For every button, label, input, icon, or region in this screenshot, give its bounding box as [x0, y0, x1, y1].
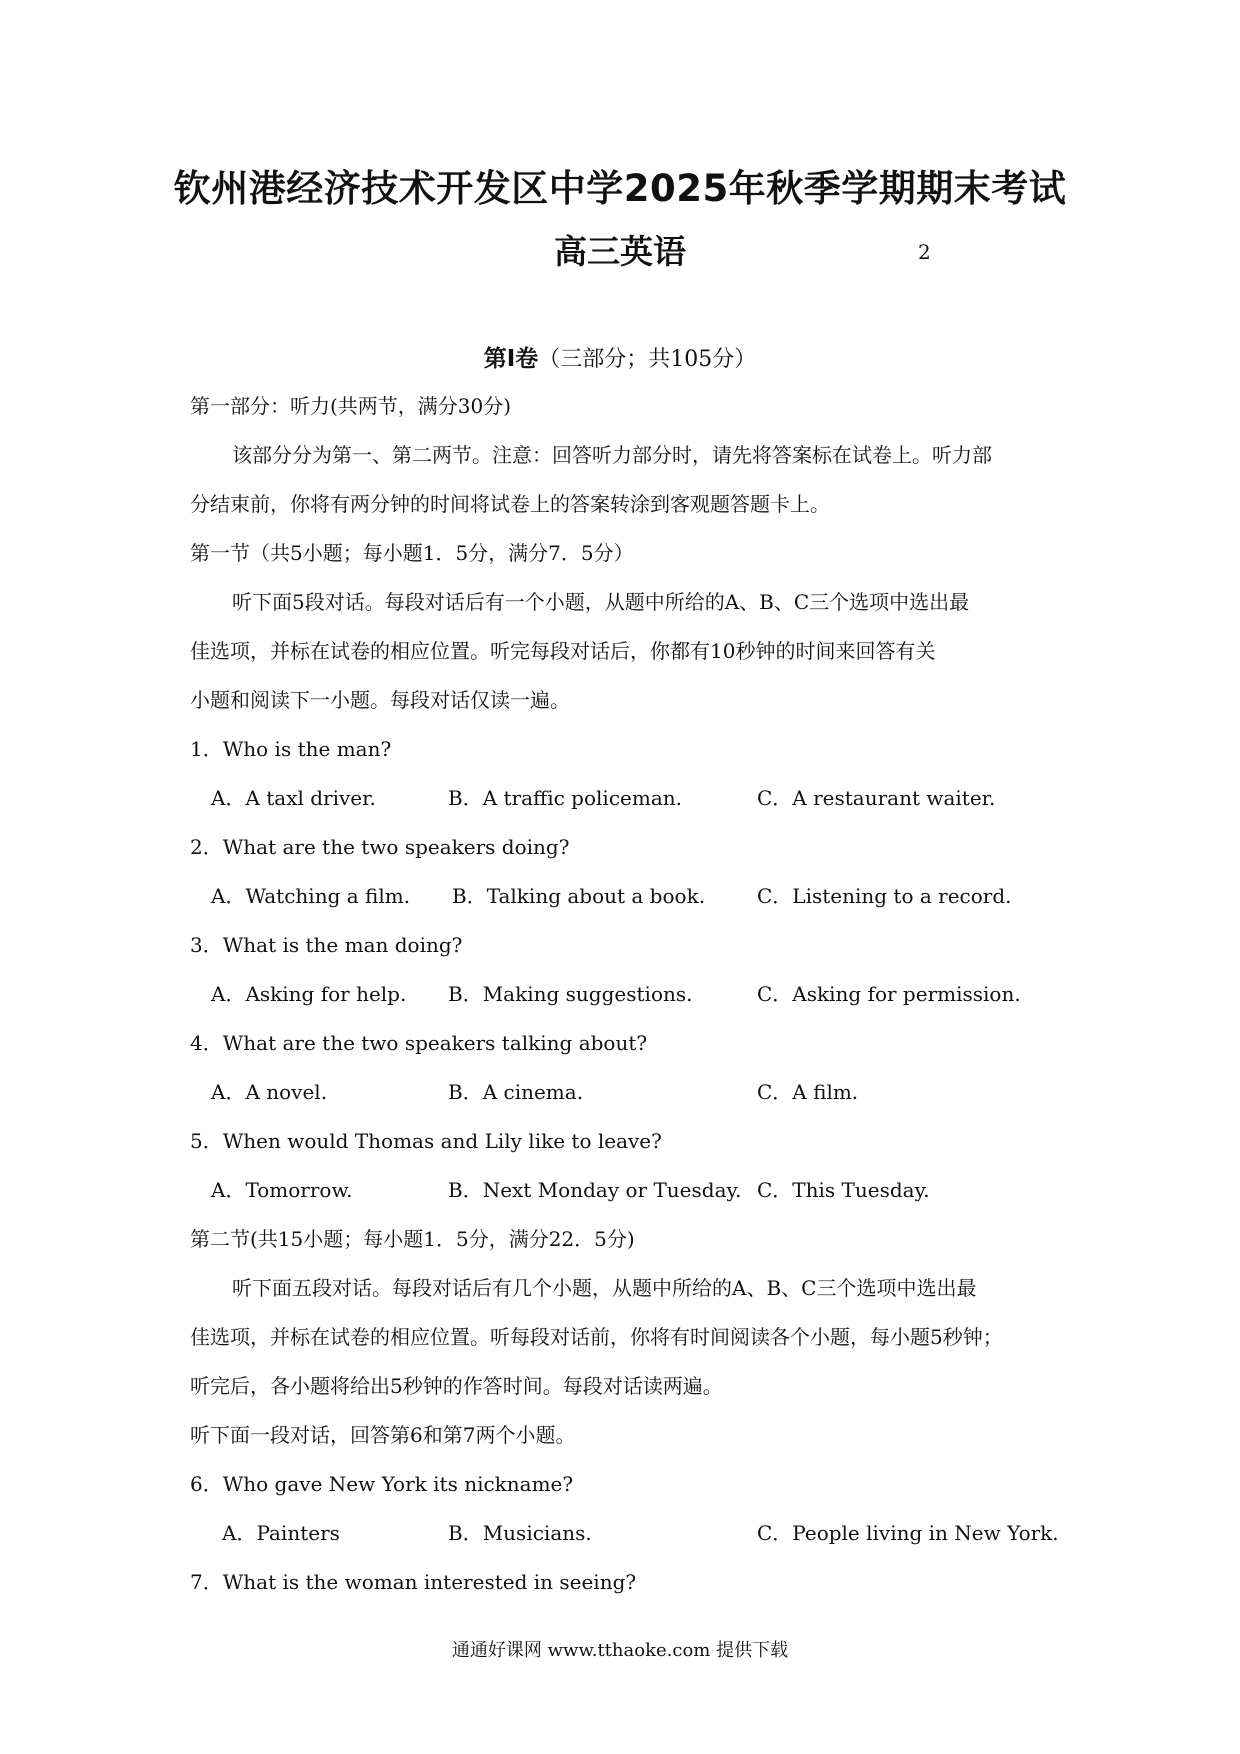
exam-subtitle: 高三英语	[554, 232, 686, 271]
question-2-stem: 2．What are the two speakers doing?	[190, 835, 570, 859]
section1-instr-line3: 小题和阅读下一小题。每段对话仅读一遍。	[190, 688, 570, 712]
question-3-stem: 3．What is the man doing?	[190, 933, 463, 957]
question-5-option-a: A．Tomorrow.	[211, 1178, 353, 1202]
section-title	[0, 340, 1240, 373]
question-7-stem: 7．What is the woman interested in seeing?	[190, 1570, 637, 1594]
exam-title: 钦州港经济技术开发区中学2025年秋季学期期末考试	[173, 167, 1067, 210]
question-1-option-b: B．A traffic policeman.	[448, 786, 682, 810]
page-number: 2	[918, 240, 931, 264]
question-4-option-a: A．A novel.	[211, 1080, 328, 1104]
part1-intro-line1: 该部分分为第一、第二两节。注意：回答听力部分时，请先将答案标在试卷上。听力部	[232, 443, 992, 467]
question-1-stem: 1．Who is the man?	[190, 737, 392, 761]
section1-instr-line1: 听下面5段对话。每段对话后有一个小题，从题中所给的A、B、C三个选项中选出最	[232, 590, 970, 614]
question-3-option-b: B．Making suggestions.	[448, 982, 693, 1006]
footer-source: 通通好课网 www.tthaoke.com 提供下载	[451, 1640, 789, 1661]
question-2-option-b: B．Talking about a book.	[452, 884, 706, 908]
question-6-stem: 6．Who gave New York its nickname?	[190, 1472, 574, 1496]
question-5-option-c: C．This Tuesday.	[757, 1178, 930, 1202]
question-2-option-c: C．Listening to a record.	[757, 884, 1012, 908]
question-1-option-a: A．A taxl driver.	[211, 786, 376, 810]
question-3-option-a: A．Asking for help.	[211, 982, 407, 1006]
section2-instr-line1: 听下面五段对话。每段对话后有几个小题，从题中所给的A、B、C三个选项中选出最	[232, 1276, 977, 1300]
section-title-bold: 第Ⅰ卷	[483, 346, 539, 372]
question-5-option-b: B．Next Monday or Tuesday.	[448, 1178, 742, 1202]
section2-instr-line2: 佳选项，并标在试卷的相应位置。听每段对话前，你将有时间阅读各个小题，每小题5秒钟；	[190, 1325, 1003, 1349]
dialog-intro: 听下面一段对话，回答第6和第7两个小题。	[190, 1423, 576, 1447]
question-6-option-a: A．Painters	[222, 1521, 340, 1545]
section2-instr-line3: 听完后，各小题将给出5秒钟的作答时间。每段对话读两遍。	[190, 1374, 723, 1398]
question-6-option-b: B．Musicians.	[448, 1521, 592, 1545]
question-4-stem: 4．What are the two speakers talking about?	[190, 1031, 648, 1055]
question-4-option-b: B．A cinema.	[448, 1080, 584, 1104]
question-1-option-c: C．A restaurant waiter.	[757, 786, 996, 810]
part1-heading: 第一部分：听力(共两节，满分30分)	[190, 394, 512, 418]
question-6-option-c: C．People living in New York.	[757, 1521, 1059, 1545]
question-4-option-c: C．A film.	[757, 1080, 859, 1104]
section-title-rest: （三部分；共105分）	[538, 347, 757, 372]
section1-instr-line2: 佳选项，并标在试卷的相应位置。听完每段对话后，你都有10秒钟的时间来回答有关	[190, 639, 936, 663]
section2-heading: 第二节(共15小题；每小题1．5分，满分22．5分)	[190, 1227, 635, 1251]
question-5-stem: 5．When would Thomas and Lily like to leave?	[190, 1129, 662, 1153]
section1-heading: 第一节（共5小题；每小题1．5分，满分7．5分）	[190, 541, 634, 565]
question-2-option-a: A．Watching a film.	[211, 884, 411, 908]
part1-intro-line2: 分结束前，你将有两分钟的时间将试卷上的答案转涂到客观题答题卡上。	[190, 492, 830, 516]
question-3-option-c: C．Asking for permission.	[757, 982, 1021, 1006]
